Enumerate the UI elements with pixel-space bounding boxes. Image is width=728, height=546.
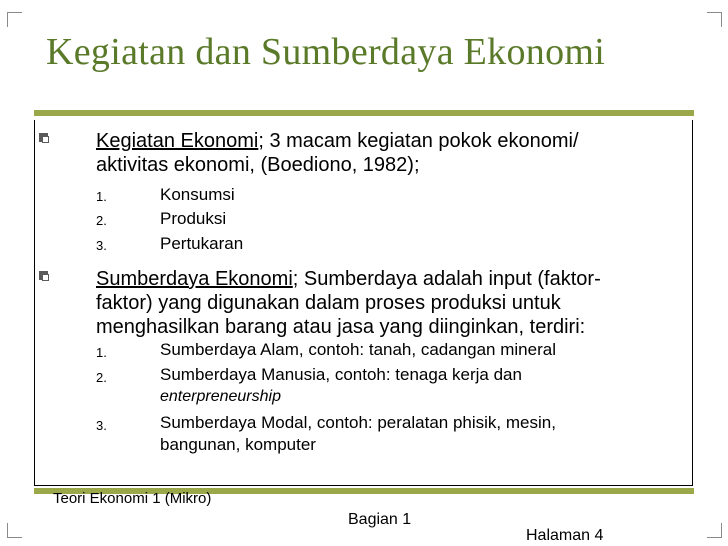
bullet-square-icon [39,271,48,280]
list-number: 1. [96,189,107,204]
list-number: 2. [96,213,107,228]
footer-course: Teori Ekonomi 1 (Mikro) [53,490,212,507]
slide-title: Kegiatan dan Sumberdaya Ekonomi [46,31,606,73]
list-item-sumberdaya-alam: Sumberdaya Alam, contoh: tanah, cadangan mineral [160,340,556,359]
list-item-sumberdaya-modal: Sumberdaya Modal, contoh: peralatan phisik, mesin, bangunan, komputer [160,413,556,454]
corner-mark-bottom-left [7,523,22,538]
bullet-text-sumberdaya: Sumberdaya Ekonomi; Sumberdaya adalah input (faktor- faktor) yang digunakan dalam proses produksi untuk menghasilkan barang atau jasa yang diinginkan, terdiri: [96,268,601,338]
corner-mark-top-left [7,12,22,27]
term-kegiatan-ekonomi: Kegiatan Ekonomi [96,130,259,152]
title-rule [34,110,694,116]
list-item-konsumsi: Konsumsi [160,185,235,204]
term-sumberdaya-ekonomi: Sumberdaya Ekonomi [96,268,293,290]
bullet-square-icon [39,133,48,142]
bullet-text-kegiatan: Kegiatan Ekonomi; 3 macam kegiatan pokok ekonomi/ aktivitas ekonomi, (Boediono, 1982); [96,130,579,176]
footer-page: Halaman 4 [526,527,604,544]
corner-mark-top-right [707,12,722,27]
list-item-sumberdaya-manusia: Sumberdaya Manusia, contoh: tenaga kerja dan enterpreneurship [160,365,522,405]
footer-section: Bagian 1 [348,511,412,528]
list-number: 3. [96,238,107,253]
list-number: 2. [96,370,107,385]
list-number: 1. [96,345,107,360]
list-number: 3. [96,418,107,433]
corner-mark-bottom-right [707,523,722,538]
list-item-pertukaran: Pertukaran [160,234,244,253]
list-item-produksi: Produksi [160,209,227,228]
